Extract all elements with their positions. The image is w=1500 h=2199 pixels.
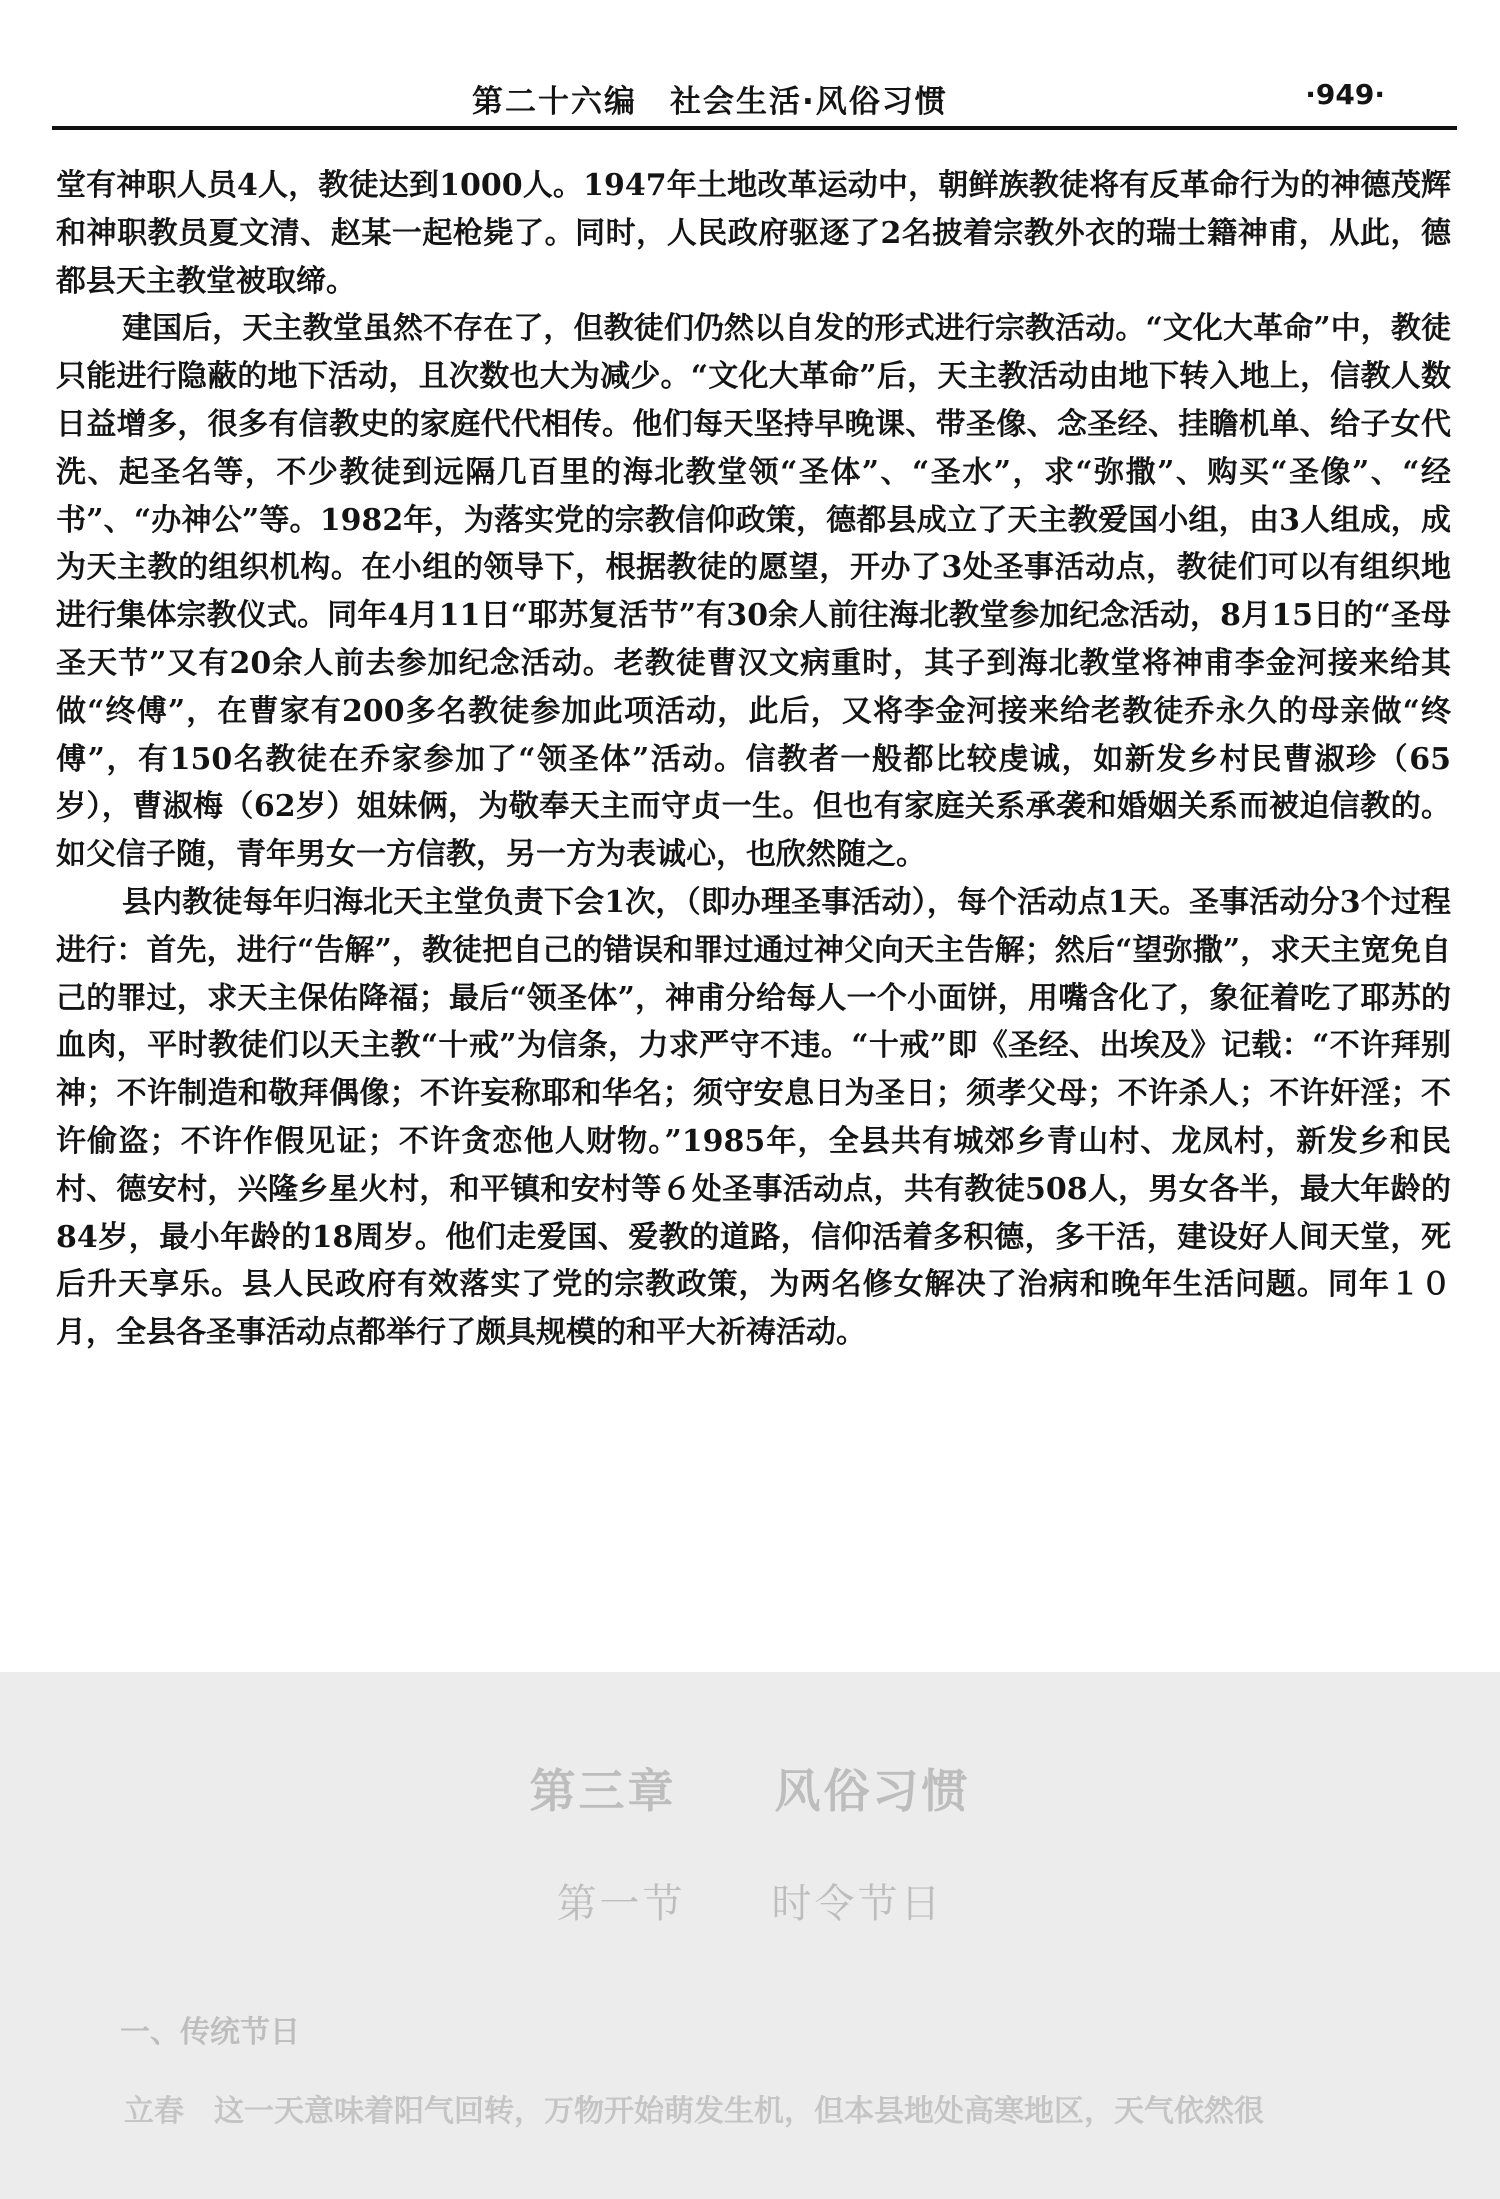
term-text: 这一天意味着阳气回转，万物开始萌发生机，但本县地处高寒地区，天气依然很 xyxy=(214,2094,1264,2129)
chapter-title: 第三章 风俗习惯 xyxy=(529,1764,971,1818)
paragraph: 建国后，天主教堂虽然不存在了，但教徒们仍然以自发的形式进行宗教活动。“文化大革命”中，教徒只能进行隐蔽的地下活动，且次数也大为减少。“文化大革命”后，天主教活动由地下转入地上，信教人数日益增多，很多有信教史的家庭代代相传。他们每天坚持早晚课、带圣像、念圣经、挂瞻机单、给子女代洗、起圣名等，不少教徒到远隔几百里的海北教堂领“圣体”、“圣水”，求“弥撒”、购买“圣像”、“经书”、“办神公”等。1982年，为落实党的宗教信仰政策，德都县成立了天主教爱国小组，由3人组成，成为天主教的组织机构。在小组的领导下，根据教徒的愿望，开办了3处圣事活动点，教徒们可以有组织地进行集体宗教仪式。同年4月11日“耶苏复活节”有30余人前往海北教堂参加纪念活动，8月15日的“圣母圣天节”又有20余人前去参加纪念活动。老教徒曹汉文病重时，其子到海北教堂将神甫李金河接来给其做“终傅”，在曹家有200多名教徒参加此项活动，此后，又将李金河接来给老教徒乔永久的母亲做“终傅”，有150名教徒在乔家参加了“领圣体”活动。信教者一般都比较虔诚，如新发乡村民曹淑珍（65岁），曹淑梅（62岁）姐妹俩，为敬奉天主而守贞一生。但也有家庭关系承袭和婚姻关系而被迫信教的。如父信子随，青年男女一方信教，另一方为表诚心，也欣然随之。 xyxy=(56,311,1451,873)
faded-next-section xyxy=(0,1672,1500,2199)
body-text xyxy=(56,162,1451,1357)
header-rule xyxy=(52,126,1457,130)
faded-paragraph xyxy=(124,2086,1454,2130)
paragraph: 县内教徒每年归海北天主堂负责下会1次，（即办理圣事活动），每个活动点1天。圣事活动分3个过程进行：首先，进行“告解”，教徒把自己的错误和罪过通过神父向天主告解；然后“望弥撒”，求天主宽免自己的罪过，求天主保佑降福；最后“领圣体”，神甫分给每人一个小面饼，用嘴含化了，象征着吃了耶苏的血肉，平时教徒们以天主教“十戒”为信条，力求严守不违。“十戒”即《圣经、出埃及》记载：“不许拜别神；不许制造和敬拜偶像；不许妄称耶和华名；须守安息日为圣日；须孝父母；不许杀人；不许奸淫；不许偷盗；不许作假见证；不许贪恋他人财物。”1985年，全县共有城郊乡青山村、龙凤村，新发乡和民村、德安村，兴隆乡星火村，和平镇和安村等６处圣事活动点，共有教徒508人，男女各半，最大年龄的84岁，最小年龄的18周岁。他们走爱国、爱教的道路，信仰活着多积德，多干活，建设好人间天堂，死后升天享乐。县人民政府有效落实了党的宗教政策，为两名修女解决了治病和晚年生活问题。同年１０月，全县各圣事活动点都举行了颇具规模的和平大祈祷活动。 xyxy=(56,884,1451,1351)
sub-heading: 一、传统节日 xyxy=(120,2015,300,2050)
term-label: 立春 xyxy=(124,2094,184,2129)
header-title: 第二十六编 社会生活·风俗习惯 xyxy=(472,84,948,120)
section-title: 第一节 时令节日 xyxy=(556,1881,944,1927)
running-header xyxy=(52,68,1457,128)
paragraph: 堂有神职人员4人，教徒达到1000人。1947年土地改革运动中，朝鲜族教徒将有反革命行为的神德茂辉和神职教员夏文清、赵某一起枪毙了。同时，人民政府驱逐了2名披着宗教外衣的瑞士籍神甫，从此，德都县天主教堂被取缔。 xyxy=(56,168,1451,299)
page-number: ·949· xyxy=(1305,78,1385,111)
